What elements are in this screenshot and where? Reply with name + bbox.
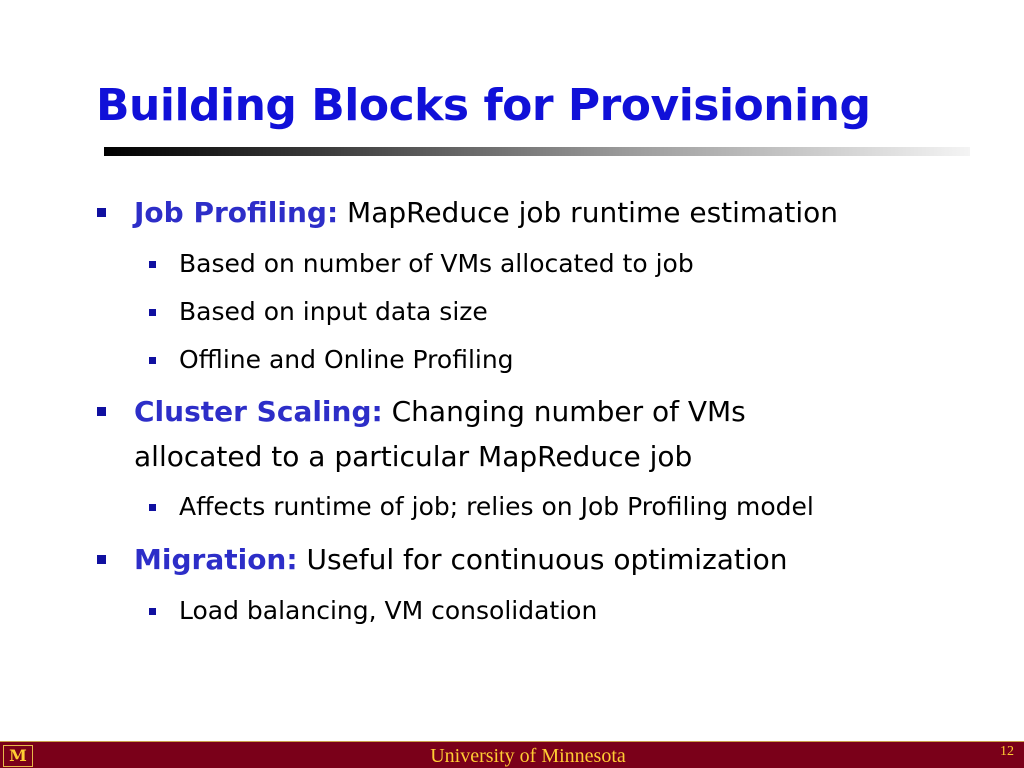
sub-bullet-text: Based on number of VMs allocated to job — [179, 249, 694, 278]
square-bullet-icon — [149, 309, 156, 316]
bullet-text: allocated to a particular MapReduce job — [134, 440, 693, 473]
sub-bullet — [179, 247, 694, 281]
sub-bullet-text: Load balancing, VM consolidation — [179, 596, 598, 625]
bullet-job-profiling — [134, 190, 838, 236]
bullet-term: Cluster Scaling: — [134, 395, 383, 428]
footer-institution: University of Minnesota — [430, 745, 626, 767]
bullet-migration — [134, 537, 788, 583]
sub-bullet-text: Based on input data size — [179, 297, 488, 326]
bullet-cluster-scaling — [134, 389, 746, 435]
sub-bullet — [179, 490, 814, 524]
square-bullet-icon — [97, 208, 106, 217]
bullet-continuation-line — [134, 434, 692, 480]
square-bullet-icon — [149, 357, 156, 364]
sub-bullet — [179, 295, 488, 329]
bullet-text: MapReduce job runtime estimation — [347, 196, 838, 229]
square-bullet-icon — [97, 555, 106, 564]
bullet-text: Useful for continuous optimization — [306, 543, 788, 576]
sub-bullet — [179, 594, 597, 628]
logo-letter: M — [9, 746, 27, 765]
slide-title: Building Blocks for Provisioning — [96, 80, 871, 131]
square-bullet-icon — [149, 261, 156, 268]
bullet-text: Changing number of VMs — [391, 395, 746, 428]
footer-bar — [0, 741, 1024, 768]
bullet-term: Job Profiling: — [134, 196, 339, 229]
sub-bullet — [179, 343, 514, 377]
sub-bullet-text: Offline and Online Profiling — [179, 345, 514, 374]
bullet-term: Migration: — [134, 543, 298, 576]
page-number: 12 — [1000, 744, 1014, 759]
square-bullet-icon — [97, 407, 106, 416]
square-bullet-icon — [149, 608, 156, 615]
sub-bullet-text: Affects runtime of job; relies on Job Profiling model — [179, 492, 814, 521]
square-bullet-icon — [149, 504, 156, 511]
